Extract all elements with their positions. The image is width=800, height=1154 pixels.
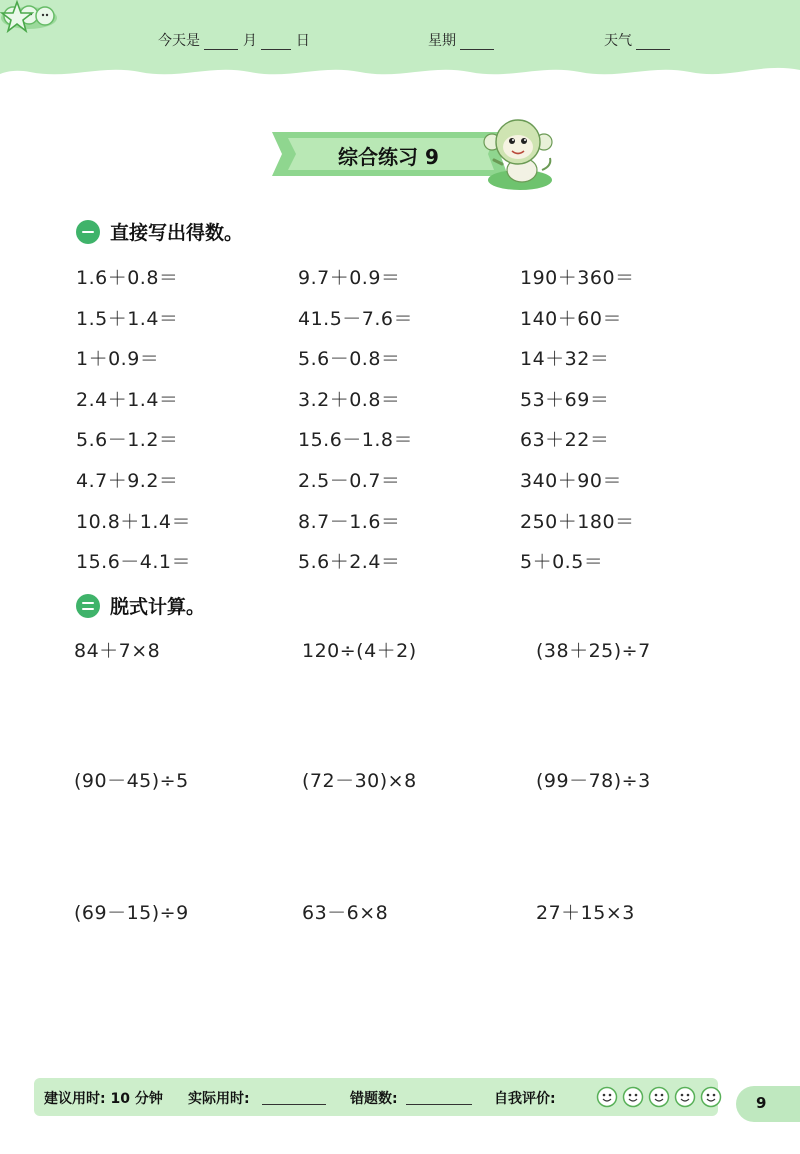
calculation-expression: (72－30)×8	[302, 770, 417, 792]
arithmetic-problem: 5.6＋2.4＝	[298, 551, 401, 574]
weekday-label: 星期	[428, 33, 456, 49]
month-label: 月	[242, 33, 257, 49]
arithmetic-problem: 250＋180＝	[520, 510, 635, 533]
section-1-title: 直接写出得数。	[110, 222, 244, 244]
footer-bar	[34, 1078, 718, 1116]
actual-time-label: 实际用时:	[188, 1091, 250, 1107]
date-field	[158, 30, 310, 50]
arithmetic-problem: 340＋90＝	[520, 470, 622, 492]
calculation-expression: 120÷(4＋2)	[302, 640, 417, 662]
self-eval-label: 自我评价:	[494, 1091, 556, 1107]
weather-field	[604, 30, 670, 50]
self-eval-faces	[596, 1086, 722, 1108]
header-band	[0, 0, 800, 92]
header-wave-background	[0, 0, 800, 92]
arithmetic-problem: 4.7＋9.2＝	[76, 470, 179, 492]
section-1-heading	[76, 218, 243, 245]
arithmetic-problem: 1.5＋1.4＝	[76, 307, 179, 330]
arithmetic-problem: 8.7－1.6＝	[298, 510, 401, 533]
star-icon	[0, 0, 34, 34]
section-2-number-badge	[76, 594, 100, 618]
title-banner	[268, 124, 518, 184]
arithmetic-problem: 41.5－7.6＝	[298, 307, 414, 330]
page-title: 综合练习 9	[338, 145, 439, 169]
calculation-expression: 63－6×8	[302, 902, 389, 924]
arithmetic-problem: 190＋360＝	[520, 267, 635, 289]
errors-blank[interactable]	[406, 1104, 472, 1105]
day-blank[interactable]	[261, 36, 291, 50]
smiley-face-icon[interactable]	[596, 1086, 618, 1108]
arithmetic-problem: 63＋22＝	[520, 429, 610, 452]
monkey-mascot-icon	[482, 114, 558, 194]
weekday-blank[interactable]	[460, 36, 494, 50]
smiley-face-icon[interactable]	[700, 1086, 722, 1108]
page-number-tab	[736, 1086, 800, 1122]
section-2-heading	[76, 592, 205, 619]
weekday-field	[428, 30, 494, 50]
arithmetic-problem: 5.6－0.8＝	[298, 348, 401, 371]
errors-label: 错题数:	[350, 1091, 398, 1107]
calculation-expression: (99－78)÷3	[536, 770, 651, 792]
arithmetic-problem: 3.2＋0.8＝	[298, 388, 401, 411]
calculation-expression: (90－45)÷5	[74, 770, 189, 792]
calculation-expression: (38＋25)÷7	[536, 640, 651, 662]
arithmetic-problem: 1.6＋0.8＝	[76, 267, 179, 289]
arithmetic-problem: 9.7＋0.9＝	[298, 267, 401, 289]
arithmetic-problem: 1＋0.9＝	[76, 348, 160, 371]
arithmetic-problem: 53＋69＝	[520, 388, 610, 411]
smiley-face-icon[interactable]	[648, 1086, 670, 1108]
arithmetic-problem: 5.6－1.2＝	[76, 429, 179, 452]
arithmetic-problem: 5＋0.5＝	[520, 551, 604, 574]
arithmetic-problem: 2.4＋1.4＝	[76, 388, 179, 411]
page-number: 9	[756, 1094, 767, 1112]
section-1-number-badge	[76, 220, 100, 244]
arithmetic-problem: 14＋32＝	[520, 348, 610, 371]
suggested-time: 建议用时: 10 分钟	[44, 1091, 163, 1107]
arithmetic-problem: 15.6－4.1＝	[76, 551, 192, 574]
weather-blank[interactable]	[636, 36, 670, 50]
arithmetic-problem: 2.5－0.7＝	[298, 470, 401, 492]
calculation-expression: 84＋7×8	[74, 640, 161, 662]
calculation-expression: (69－15)÷9	[74, 902, 189, 924]
arithmetic-problem: 10.8＋1.4＝	[76, 510, 192, 533]
smiley-face-icon[interactable]	[622, 1086, 644, 1108]
arithmetic-problem: 140＋60＝	[520, 307, 622, 330]
weather-label: 天气	[604, 33, 632, 49]
smiley-face-icon[interactable]	[674, 1086, 696, 1108]
section-2-title: 脱式计算。	[110, 596, 206, 618]
month-blank[interactable]	[204, 36, 238, 50]
actual-time-blank[interactable]	[262, 1104, 326, 1105]
arithmetic-problem: 15.6－1.8＝	[298, 429, 414, 452]
calculation-expression: 27＋15×3	[536, 902, 635, 924]
day-label: 日	[295, 33, 310, 49]
date-label: 今天是	[158, 33, 200, 49]
